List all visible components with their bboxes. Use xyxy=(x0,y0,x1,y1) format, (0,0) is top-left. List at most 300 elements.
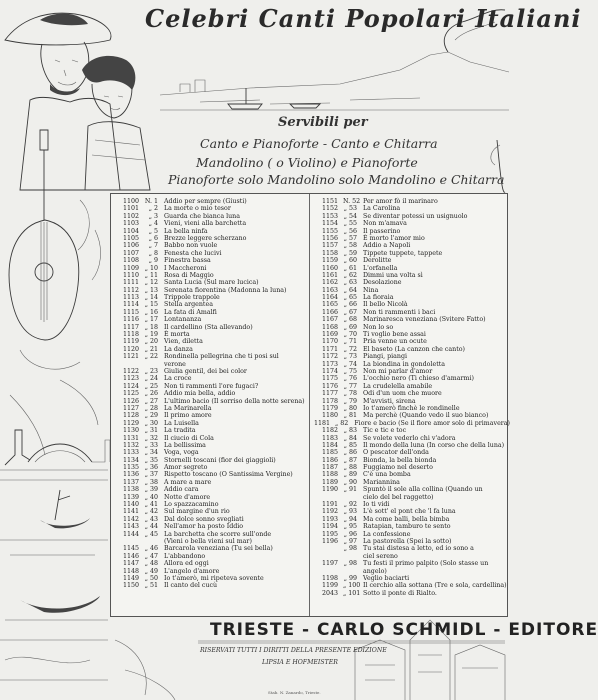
song-number: „ 92 xyxy=(343,501,357,509)
catalog-row xyxy=(314,198,510,205)
song-title: Marinaresca veneziana (Svitere Fatto) xyxy=(363,316,486,324)
song-number: „ 89 xyxy=(343,471,357,479)
catalog-row xyxy=(115,353,311,360)
catalog-row xyxy=(115,257,311,264)
catalog-row xyxy=(314,250,510,257)
song-number: „ 91 xyxy=(343,486,357,494)
song-number: „ 55 xyxy=(343,220,357,228)
catalog-row xyxy=(115,346,311,353)
catalog-row xyxy=(314,205,510,212)
catalog-row xyxy=(314,228,510,235)
song-number: „ 45 xyxy=(144,530,158,538)
catalog-row xyxy=(314,257,510,264)
catalog-number: 1139 xyxy=(122,493,139,501)
song-title: I Maccheroni xyxy=(164,264,207,272)
catalog-row xyxy=(314,442,510,449)
catalog-number: 1138 xyxy=(122,486,139,494)
song-title: La morte o mio tesor xyxy=(164,205,231,213)
song-number: „ 20 xyxy=(144,338,158,346)
catalog-number: 1114 xyxy=(122,301,139,309)
catalog-number: 1147 xyxy=(122,560,139,568)
song-number: „ 54 xyxy=(343,212,357,220)
catalog-number: 1104 xyxy=(122,227,139,235)
song-number: „ 25 xyxy=(144,382,158,390)
catalog-number: 1146 xyxy=(122,552,139,560)
song-title: Guarda che bianca luna xyxy=(164,212,240,220)
catalog-row xyxy=(314,412,510,419)
song-number: „ 11 xyxy=(144,271,158,279)
catalog-number: 1195 xyxy=(321,530,338,538)
catalog-row xyxy=(115,279,311,286)
song-title: Il cardellino (Sta allevando) xyxy=(164,323,253,331)
catalog-row xyxy=(314,242,510,249)
catalog-number: 1176 xyxy=(321,382,338,390)
catalog-number: 1120 xyxy=(122,345,139,353)
catalog-row xyxy=(115,575,311,582)
catalog-row xyxy=(314,405,510,412)
catalog-row xyxy=(314,590,510,597)
catalog-number: 1151 xyxy=(321,198,338,205)
song-number: „ 47 xyxy=(144,552,158,560)
catalog-row xyxy=(115,301,311,308)
song-title: Nina xyxy=(363,286,379,294)
catalog-row xyxy=(314,287,510,294)
catalog-number: 1159 xyxy=(321,257,338,265)
instrument-line-2: Mandolino ( o Violino) e Pianoforte xyxy=(196,155,418,170)
song-title: L'orfanella xyxy=(363,264,398,272)
song-number: „ 51 xyxy=(144,582,158,590)
catalog-number: 1128 xyxy=(122,412,139,420)
catalog-number: 1143 xyxy=(122,523,139,531)
catalog-row xyxy=(314,501,510,508)
song-title: Addio mia bella, addio xyxy=(164,390,236,398)
catalog-number: 1198 xyxy=(321,574,338,582)
catalog-number: 1115 xyxy=(122,308,139,316)
song-title: L'abbandono xyxy=(164,552,206,560)
song-number: „ 14 xyxy=(144,294,158,302)
song-title: Brezze leggere scherzano xyxy=(164,234,247,242)
catalog-row xyxy=(115,242,311,249)
catalog-number: 1136 xyxy=(122,471,139,479)
song-title: Mariannina xyxy=(363,478,400,486)
song-catalog-table xyxy=(110,193,511,617)
song-title: Trippole trappole xyxy=(164,294,220,302)
song-title: Bionda, la bella bionda xyxy=(363,456,437,464)
song-number: „ 90 xyxy=(343,478,357,486)
catalog-row xyxy=(115,508,311,515)
catalog-row xyxy=(314,516,510,523)
catalog-row xyxy=(115,427,311,434)
song-title: O pescator dell'onda xyxy=(363,449,429,457)
catalog-number: 1199 xyxy=(321,582,338,590)
song-number: N. 52 xyxy=(343,198,361,205)
catalog-row xyxy=(314,301,510,308)
catalog-row xyxy=(314,375,510,382)
catalog-number: 1194 xyxy=(321,523,338,531)
song-number: „ 26 xyxy=(144,390,158,398)
catalog-row xyxy=(314,272,510,279)
catalog-row xyxy=(314,420,510,427)
song-number: „ 78 xyxy=(343,390,357,398)
song-title: Il bello Nicolà xyxy=(363,301,408,309)
song-number: „ 100 xyxy=(343,582,361,590)
song-number: „ 10 xyxy=(144,264,158,272)
catalog-row xyxy=(314,235,510,242)
catalog-number: 1173 xyxy=(321,360,338,368)
song-number: „ 27 xyxy=(144,397,158,405)
song-title: Fuggiamo nel deserto xyxy=(363,464,433,472)
song-title: Odi d'un uom che muore xyxy=(363,390,442,398)
song-number: „ 101 xyxy=(343,589,361,597)
song-title: verone xyxy=(164,360,186,368)
song-title: La fata di Amalfi xyxy=(164,308,217,316)
catalog-row xyxy=(115,471,311,478)
song-number: „ 31 xyxy=(144,427,158,435)
catalog-number: 1193 xyxy=(321,515,338,523)
song-number: „ 85 xyxy=(343,441,357,449)
song-number: „ 94 xyxy=(343,515,357,523)
song-number: „ 15 xyxy=(144,301,158,309)
catalog-row xyxy=(314,279,510,286)
catalog-number: 1140 xyxy=(122,501,139,509)
catalog-number: 1169 xyxy=(321,331,338,339)
song-title: Rispetto toscano (O Santissima Vergine) xyxy=(164,471,293,479)
song-title: Allora ed oggi xyxy=(164,560,209,568)
song-number: „ 67 xyxy=(343,308,357,316)
song-title: El baseto (La canzon che canto) xyxy=(363,345,465,353)
song-title: Santa Lucia (Sul mare lucica) xyxy=(164,279,259,287)
song-title: Nell'amor ha posto Iddio xyxy=(164,523,244,531)
song-title: Il primo amore xyxy=(164,412,212,420)
song-title: Il ciucio di Cola xyxy=(164,434,214,442)
song-number: „ 64 xyxy=(343,286,357,294)
catalog-row xyxy=(115,412,311,419)
song-number: „ 96 xyxy=(343,530,357,538)
catalog-number: 1109 xyxy=(122,264,139,272)
song-title: Non mi parlar d'amor xyxy=(363,367,433,375)
catalog-row xyxy=(115,324,311,331)
catalog-row xyxy=(115,287,311,294)
catalog-number: 1123 xyxy=(122,375,139,383)
song-number: „ 5 xyxy=(148,227,158,235)
song-title: L'occhio nero (Ti chieso d'amarmi) xyxy=(363,375,474,383)
song-title: Serenata fiorentina (Madonna la luna) xyxy=(164,286,287,294)
catalog-number: 1154 xyxy=(321,220,338,228)
catalog-number: 1191 xyxy=(321,501,338,509)
catalog-row xyxy=(115,250,311,257)
song-title: Io ti vidi xyxy=(363,501,390,509)
song-number: „ 73 xyxy=(343,353,357,361)
song-number: „ 17 xyxy=(144,316,158,324)
catalog-number: 1161 xyxy=(321,271,338,279)
catalog-number: 1129 xyxy=(122,419,139,427)
catalog-number: 1178 xyxy=(321,397,338,405)
catalog-row xyxy=(115,309,311,316)
catalog-row xyxy=(115,265,311,272)
song-title: Il canto del cucù xyxy=(164,582,218,590)
catalog-number: 1152 xyxy=(321,205,338,213)
song-title: Giulia gentil, dei bei color xyxy=(164,367,247,375)
song-number: „ 8 xyxy=(148,249,158,257)
song-title: La tradita xyxy=(164,427,196,435)
song-number: „ 34 xyxy=(144,449,158,457)
catalog-number: 1153 xyxy=(321,212,338,220)
catalog-row xyxy=(115,368,311,375)
song-title: Ma come balli, bella bimba xyxy=(363,515,450,523)
song-title: Ti voglio bene assai xyxy=(363,331,426,339)
song-number: „ 44 xyxy=(144,523,158,531)
catalog-row xyxy=(115,205,311,212)
catalog-row xyxy=(115,220,311,227)
song-number: „ 43 xyxy=(144,515,158,523)
song-title: C'è una bomba xyxy=(363,471,411,479)
catalog-row xyxy=(115,464,311,471)
catalog-row xyxy=(115,501,311,508)
song-number: „ 98 xyxy=(343,560,357,568)
song-number: „ 58 xyxy=(343,242,357,250)
song-number: „ 39 xyxy=(144,486,158,494)
song-title: L'ultimo bacio (Il sorriso della notte serena) xyxy=(164,397,305,405)
song-number: „ 82 xyxy=(335,419,349,427)
song-number: „ 70 xyxy=(343,331,357,339)
catalog-row xyxy=(115,486,311,493)
catalog-row xyxy=(115,235,311,242)
song-title: Barcarola veneziana (Tu sei bella) xyxy=(164,545,273,553)
catalog-row xyxy=(314,449,510,456)
song-number: „ 6 xyxy=(148,234,158,242)
catalog-row xyxy=(314,545,510,552)
catalog-row xyxy=(314,531,510,538)
song-title: Tippete tuppete, tappete xyxy=(363,249,443,257)
song-title: Rosa di Maggio xyxy=(164,271,214,279)
catalog-number: 1186 xyxy=(321,456,338,464)
song-number: „ 42 xyxy=(144,508,158,516)
song-title: ciel sereno xyxy=(363,552,398,560)
catalog-row xyxy=(115,479,311,486)
song-title: Fiore e bacio (Se il fiore amor solo di primavera) xyxy=(354,419,511,427)
song-number: „ 18 xyxy=(144,323,158,331)
catalog-number: 1113 xyxy=(122,294,139,302)
catalog-row xyxy=(115,390,311,397)
rights-notice: RISERVATI TUTTI I DIRITTI DELLA PRESENTE EDIZIONE xyxy=(200,647,387,654)
song-title: La bella ninfa xyxy=(164,227,208,235)
catalog-number: 1119 xyxy=(122,338,139,346)
song-title: Stornelli toscani (fior dei giaggioli) xyxy=(164,456,276,464)
catalog-row xyxy=(115,405,311,412)
song-number: „ 37 xyxy=(144,471,158,479)
catalog-row xyxy=(115,568,311,575)
song-title: La biondina in gondoletta xyxy=(363,360,446,368)
song-title: È morta xyxy=(164,331,190,339)
song-number: „ 50 xyxy=(144,574,158,582)
catalog-number: 1112 xyxy=(122,286,139,294)
catalog-number: 1192 xyxy=(321,508,338,516)
song-title: Rondinella pellegrina che ti posi sul xyxy=(164,353,279,361)
catalog-row xyxy=(115,449,311,456)
catalog-number: 1108 xyxy=(122,257,139,265)
catalog-number: 1111 xyxy=(122,279,139,287)
catalog-row xyxy=(314,338,510,345)
song-number: „ 60 xyxy=(343,257,357,265)
song-number: „ 28 xyxy=(144,404,158,412)
song-number: „ 49 xyxy=(144,567,158,575)
catalog-row xyxy=(115,582,311,589)
catalog-row xyxy=(115,516,311,523)
catalog-row xyxy=(314,390,510,397)
song-number: „ 38 xyxy=(144,478,158,486)
catalog-number: 1127 xyxy=(122,404,139,412)
catalog-row xyxy=(115,331,311,338)
catalog-number: 1134 xyxy=(122,456,139,464)
catalog-number: 1179 xyxy=(321,404,338,412)
song-title: La Luisella xyxy=(164,419,199,427)
song-title: Vien, diletta xyxy=(164,338,203,346)
song-number: „ 23 xyxy=(144,367,158,375)
song-title: È morto l'amor mio xyxy=(363,234,425,242)
catalog-row xyxy=(115,457,311,464)
catalog-row xyxy=(115,375,311,382)
song-title: (Vieni o bella vieni sul mar) xyxy=(164,537,252,545)
catalog-row xyxy=(115,553,311,560)
catalog-row xyxy=(314,486,510,493)
song-number: „ 40 xyxy=(144,493,158,501)
catalog-row xyxy=(314,213,510,220)
song-title: angelo) xyxy=(363,567,387,575)
song-title: Tu stai distesa a letto, ed io sono a xyxy=(363,545,474,553)
catalog-number: 1157 xyxy=(321,242,338,250)
catalog-number: 1103 xyxy=(122,220,139,228)
catalog-number: 1125 xyxy=(122,390,139,398)
song-title: Il mondo della luna (In corso che della luna) xyxy=(363,441,505,449)
catalog-number: 1190 xyxy=(321,486,338,494)
catalog-number: 1150 xyxy=(122,582,139,590)
song-title: Lo spazzacamino xyxy=(164,501,219,509)
catalog-number: 1156 xyxy=(321,234,338,242)
song-number: „ 69 xyxy=(343,323,357,331)
publisher: TRIESTE - CARLO SCHMIDL - EDITORE xyxy=(210,620,598,640)
song-title: Io t'amerò finchè le rondinelle xyxy=(363,404,460,412)
catalog-number: 1187 xyxy=(321,464,338,472)
song-title: Voga, voga xyxy=(164,449,199,457)
instrument-line-3: Pianoforte solo Mandolino solo Mandolino e Chitarra xyxy=(168,172,505,187)
song-number: „ 86 xyxy=(343,449,357,457)
song-number: „ 12 xyxy=(144,279,158,287)
catalog-row xyxy=(314,353,510,360)
song-number: „ 76 xyxy=(343,375,357,383)
catalog-row xyxy=(115,442,311,449)
catalog-number: 1170 xyxy=(321,338,338,346)
song-title: La crudelella amabile xyxy=(363,382,433,390)
catalog-row xyxy=(314,479,510,486)
catalog-row xyxy=(115,538,311,545)
song-title: La pastorella (Spei la sotto) xyxy=(363,537,452,545)
catalog-row xyxy=(314,435,510,442)
song-title: Piangi, piangi xyxy=(363,353,408,361)
catalog-number: 1182 xyxy=(321,427,338,435)
catalog-number: 1171 xyxy=(321,345,338,353)
song-number: „ 72 xyxy=(343,345,357,353)
catalog-row xyxy=(314,508,510,515)
catalog-row xyxy=(314,568,510,575)
catalog-number: 1162 xyxy=(321,279,338,287)
catalog-number: 1130 xyxy=(122,427,139,435)
song-number: „ 46 xyxy=(144,545,158,553)
catalog-number: 1105 xyxy=(122,234,139,242)
catalog-number: 1165 xyxy=(321,301,338,309)
song-title: Il passerino xyxy=(363,227,401,235)
song-title: Stella argentea xyxy=(164,301,213,309)
song-number: „ 98 xyxy=(343,545,357,553)
song-number: „ 66 xyxy=(343,301,357,309)
song-number: „ 75 xyxy=(343,367,357,375)
song-number: „ 74 xyxy=(343,360,357,368)
song-title: La danza xyxy=(164,345,193,353)
song-number: „ 22 xyxy=(144,353,158,361)
catalog-number: 1168 xyxy=(321,323,338,331)
catalog-row xyxy=(115,545,311,552)
catalog-number: 1188 xyxy=(321,471,338,479)
song-number: „ 87 xyxy=(343,456,357,464)
catalog-number: 1163 xyxy=(321,286,338,294)
song-title: L'angelo d'amore xyxy=(164,567,220,575)
catalog-number: 1132 xyxy=(122,441,139,449)
song-title: Non ti rammenti l'ore fugaci? xyxy=(164,382,259,390)
catalog-number: 1126 xyxy=(122,397,139,405)
song-number: „ 88 xyxy=(343,464,357,472)
song-number: „ 65 xyxy=(343,294,357,302)
catalog-row xyxy=(314,346,510,353)
catalog-row xyxy=(115,294,311,301)
catalog-number: 1121 xyxy=(122,353,139,361)
catalog-number: 1122 xyxy=(122,367,139,375)
catalog-number: 1131 xyxy=(122,434,139,442)
distributor: LIPSIA E HOFMEISTER xyxy=(262,659,338,666)
song-number: „ 24 xyxy=(144,375,158,383)
song-title: Desolazione xyxy=(363,279,402,287)
song-title: Notte d'amore xyxy=(164,493,211,501)
catalog-number: 1116 xyxy=(122,316,139,324)
instrument-line-1: Canto e Pianoforte - Canto e Chitarra xyxy=(200,136,438,151)
song-title: Addio a Napoli xyxy=(363,242,411,250)
catalog-number: 1124 xyxy=(122,382,139,390)
song-title: Addio per sempre (Giusti) xyxy=(164,198,247,205)
catalog-row xyxy=(115,420,311,427)
catalog-row xyxy=(115,361,311,368)
song-number: „ 4 xyxy=(148,220,158,228)
song-number: „ 48 xyxy=(144,560,158,568)
song-number: „ 16 xyxy=(144,308,158,316)
song-title: Sotto il ponte di Rialto. xyxy=(363,589,437,597)
song-title: Lontananza xyxy=(164,316,202,324)
catalog-row xyxy=(314,427,510,434)
catalog-row xyxy=(115,338,311,345)
catalog-number: 1106 xyxy=(122,242,139,250)
catalog-row xyxy=(115,316,311,323)
catalog-number: 1172 xyxy=(321,353,338,361)
song-number: „ 3 xyxy=(148,212,158,220)
song-title: Dal dolce sonno svegliati xyxy=(164,515,244,523)
catalog-number: 1158 xyxy=(321,249,338,257)
song-number: „ 41 xyxy=(144,501,158,509)
song-title: Tu festi il primo palpito (Solo stasse un xyxy=(363,560,489,568)
song-title: Non m'amava xyxy=(363,220,407,228)
catalog-number: 1175 xyxy=(321,375,338,383)
song-title: La fioraia xyxy=(363,294,394,302)
catalog-number: 1102 xyxy=(122,212,139,220)
song-title: Fenesta che lucivi xyxy=(164,249,222,257)
song-number: „ 9 xyxy=(148,257,158,265)
catalog-number: 1160 xyxy=(321,264,338,272)
